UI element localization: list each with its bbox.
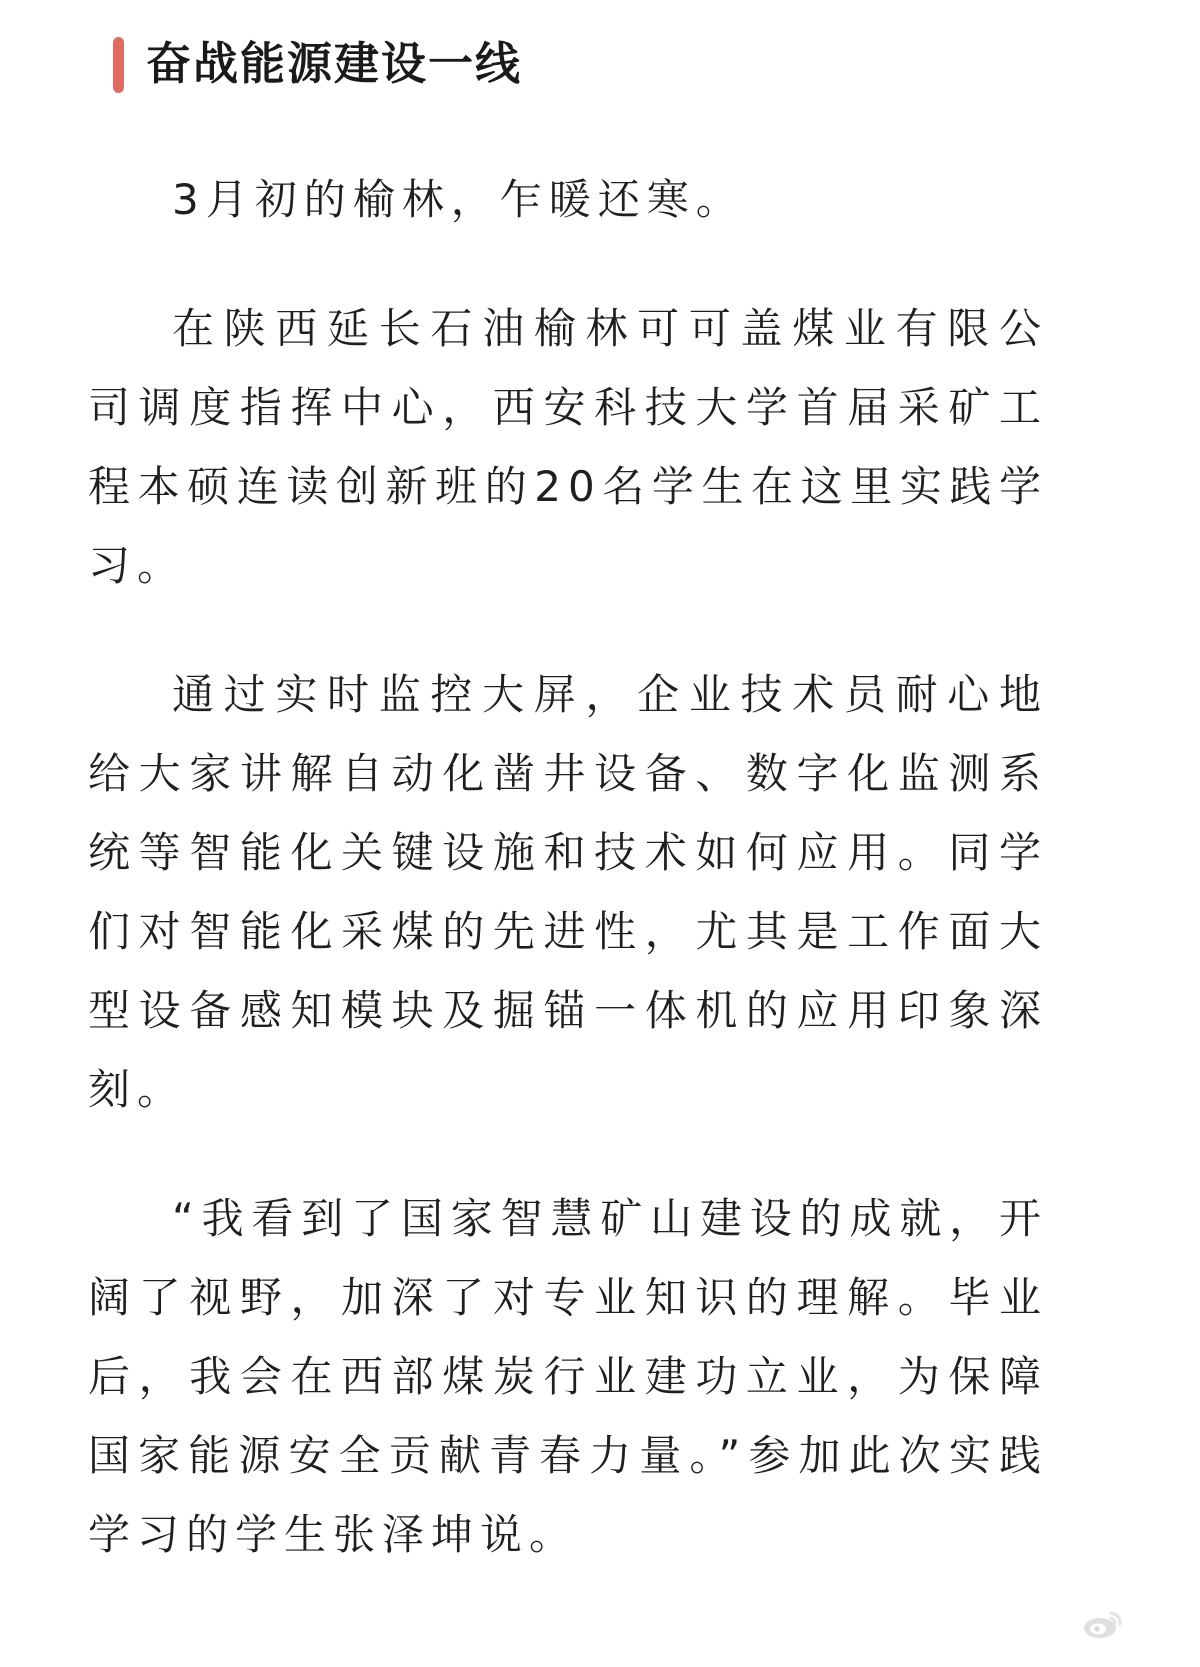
paragraph-4: “我看到了国家智慧矿山建设的成就，开阔了视野，加深了对专业知识的理解。毕业后，我会在西部煤炭行业建功立业，为保障国家能源安全贡献青春力量。”参加此次实践学习的学生张泽坤说。 xyxy=(88,1194,1048,1559)
article-body xyxy=(88,160,1048,1624)
weibo-watermark-icon xyxy=(1080,1609,1124,1641)
paragraph-3: 通过实时监控大屏，企业技术员耐心地给大家讲解自动化凿井设备、数字化监测系统等智能化关键设施和技术如何应用。同学们对智能化采煤的先进性，尤其是工作面大型设备感知模块及掘锚一体机的应用印象深刻。 xyxy=(88,670,1048,1114)
paragraph-2: 在陕西延长石油榆林可可盖煤业有限公司调度指挥中心，西安科技大学首届采矿工程本硕连读创新班的20名学生在这里实践学习。 xyxy=(88,304,1048,590)
paragraph-1: 3月初的榆林，乍暖还寒。 xyxy=(172,175,745,224)
section-heading: 奋战能源建设一线 xyxy=(146,37,523,90)
heading-accent-bar xyxy=(113,37,124,93)
